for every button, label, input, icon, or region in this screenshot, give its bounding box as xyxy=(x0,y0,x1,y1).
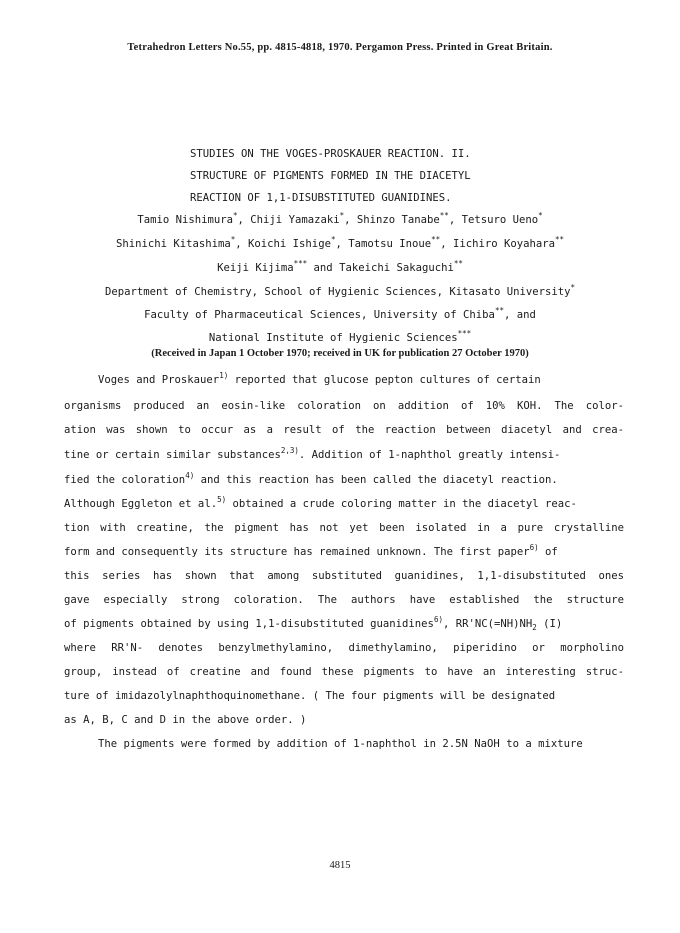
body-line xyxy=(64,543,624,558)
text-run: Voges and Proskauer xyxy=(98,374,220,386)
affiliation-mark: *** xyxy=(457,329,472,338)
affiliation-mark: ** xyxy=(439,211,449,220)
title-line-1: STUDIES ON THE VOGES-PROSKAUER REACTION. II. xyxy=(190,148,471,160)
affiliation-3 xyxy=(0,329,680,344)
body-line: organisms produced an eosin-like coloration on addition of 10% KOH. The color- xyxy=(64,400,624,412)
reference-mark: 6) xyxy=(433,615,443,624)
body-line: ation was shown to occur as a result of the reaction between diacetyl and crea- xyxy=(64,424,624,436)
title-line-2: STRUCTURE OF PIGMENTS FORMED IN THE DIACETYL xyxy=(190,170,471,182)
page-number: 4815 xyxy=(329,860,351,871)
text-run: (I) xyxy=(536,618,563,630)
affiliation-text: Faculty of Pharmaceutical Sciences, University of Chiba xyxy=(144,309,495,321)
reference-mark: 2,3) xyxy=(280,446,299,455)
text-run: tine or certain similar substances xyxy=(64,449,281,461)
body-line xyxy=(64,446,624,461)
affiliation-mark: * xyxy=(330,235,336,244)
text-run: of xyxy=(538,546,558,558)
author-name: Iichiro Koyahara xyxy=(452,238,556,250)
received-dates: (Received in Japan 1 October 1970; received in UK for publication 27 October 1970) xyxy=(151,348,529,359)
author-name: Tetsuro Ueno xyxy=(461,214,539,226)
affiliation-text: National Institute of Hygienic Sciences xyxy=(208,332,458,344)
body-line: this series has shown that among substituted guanidines, 1,1-disubstituted ones xyxy=(64,570,624,582)
author-name: Tamio Nishimura xyxy=(137,214,234,226)
author-name: Tamotsu Inoue xyxy=(348,238,432,250)
title-line-3: REACTION OF 1,1-DISUBSTITUTED GUANIDINES. xyxy=(190,192,452,204)
affiliation-mark: ** xyxy=(555,235,565,244)
affiliation-suffix: , and xyxy=(503,309,536,321)
body-line: ture of imidazolylnaphthoquinomethane. ( The four pigments will be designated xyxy=(64,690,556,702)
affiliation-mark: * xyxy=(233,211,238,220)
author-line-2: Shinichi Kitashima*, Koichi Ishige*, Tamotsu Inoue**, Iichiro Koyahara** xyxy=(115,235,565,250)
affiliation-mark: ** xyxy=(494,306,504,315)
body-line: group, instead of creatine and found these pigments to have an interesting struc- xyxy=(64,666,624,678)
author-name: Shinichi Kitashima xyxy=(115,238,231,250)
text-run: and this reaction has been called the diacetyl reaction. xyxy=(194,474,558,486)
reference-mark: 6) xyxy=(529,543,539,552)
text-run: . Addition of 1-naphthol greatly intensi- xyxy=(298,449,561,461)
body-line: gave especially strong coloration. The authors have established the structure xyxy=(64,594,624,606)
body-line xyxy=(98,371,624,386)
affiliation-mark: * xyxy=(538,211,543,220)
affiliation-mark: ** xyxy=(453,259,463,268)
affiliation-text: Department of Chemistry, School of Hygienic Sciences, Kitasato University xyxy=(104,286,571,298)
affiliation-mark: ** xyxy=(431,235,441,244)
affiliation-mark: * xyxy=(570,283,576,292)
body-line xyxy=(64,471,624,486)
author-connector: and xyxy=(313,262,333,274)
body-line: as A, B, C and D in the above order. ) xyxy=(64,714,307,726)
author-name: Takeichi Sakaguchi xyxy=(339,262,454,274)
text-run: form and consequently its structure has remained unknown. The first paper xyxy=(64,546,530,558)
affiliation-1 xyxy=(0,283,680,298)
body-line xyxy=(64,495,624,510)
text-run: reported that glucose pepton cultures of certain xyxy=(228,374,541,386)
author-name: Shinzo Tanabe xyxy=(356,214,440,226)
subscript: 2 xyxy=(532,623,537,632)
text-run: Although Eggleton et al. xyxy=(64,498,218,510)
author-name: Chiji Yamazaki xyxy=(250,214,340,226)
body-line: tion with creatine, the pigment has not yet been isolated in a pure crystalline xyxy=(64,522,624,534)
affiliation-mark: * xyxy=(339,211,345,220)
text-run: , RR'NC(=NH)NH xyxy=(442,618,533,630)
author-line-3 xyxy=(0,259,680,274)
text-run: fied the coloration xyxy=(64,474,186,486)
body-line: where RR'N- denotes benzylmethylamino, dimethylamino, piperidino or morpholino xyxy=(64,642,624,654)
author-name: Keiji Kijima xyxy=(217,262,294,274)
journal-header: Tetrahedron Letters No.55, pp. 4815-4818, 1970. Pergamon Press. Printed in Great Britain. xyxy=(127,42,553,53)
body-line: The pigments were formed by addition of 1-naphthol in 2.5N NaOH to a mixture xyxy=(98,738,583,750)
text-run: obtained a crude coloring matter in the diacetyl reac- xyxy=(226,498,577,510)
affiliation-2 xyxy=(0,306,680,321)
reference-mark: 1) xyxy=(219,371,229,380)
reference-mark: 4) xyxy=(185,471,195,480)
text-run: of pigments obtained by using 1,1-disubstituted guanidines xyxy=(64,618,434,630)
affiliation-mark: * xyxy=(230,235,236,244)
body-line xyxy=(64,615,624,632)
author-name: Koichi Ishige xyxy=(248,238,331,250)
reference-mark: 5) xyxy=(217,495,227,504)
author-line-1: Tamio Nishimura*, Chiji Yamazaki*, Shinzo Tanabe**, Tetsuro Ueno* xyxy=(137,211,543,226)
affiliation-mark: *** xyxy=(293,259,308,268)
